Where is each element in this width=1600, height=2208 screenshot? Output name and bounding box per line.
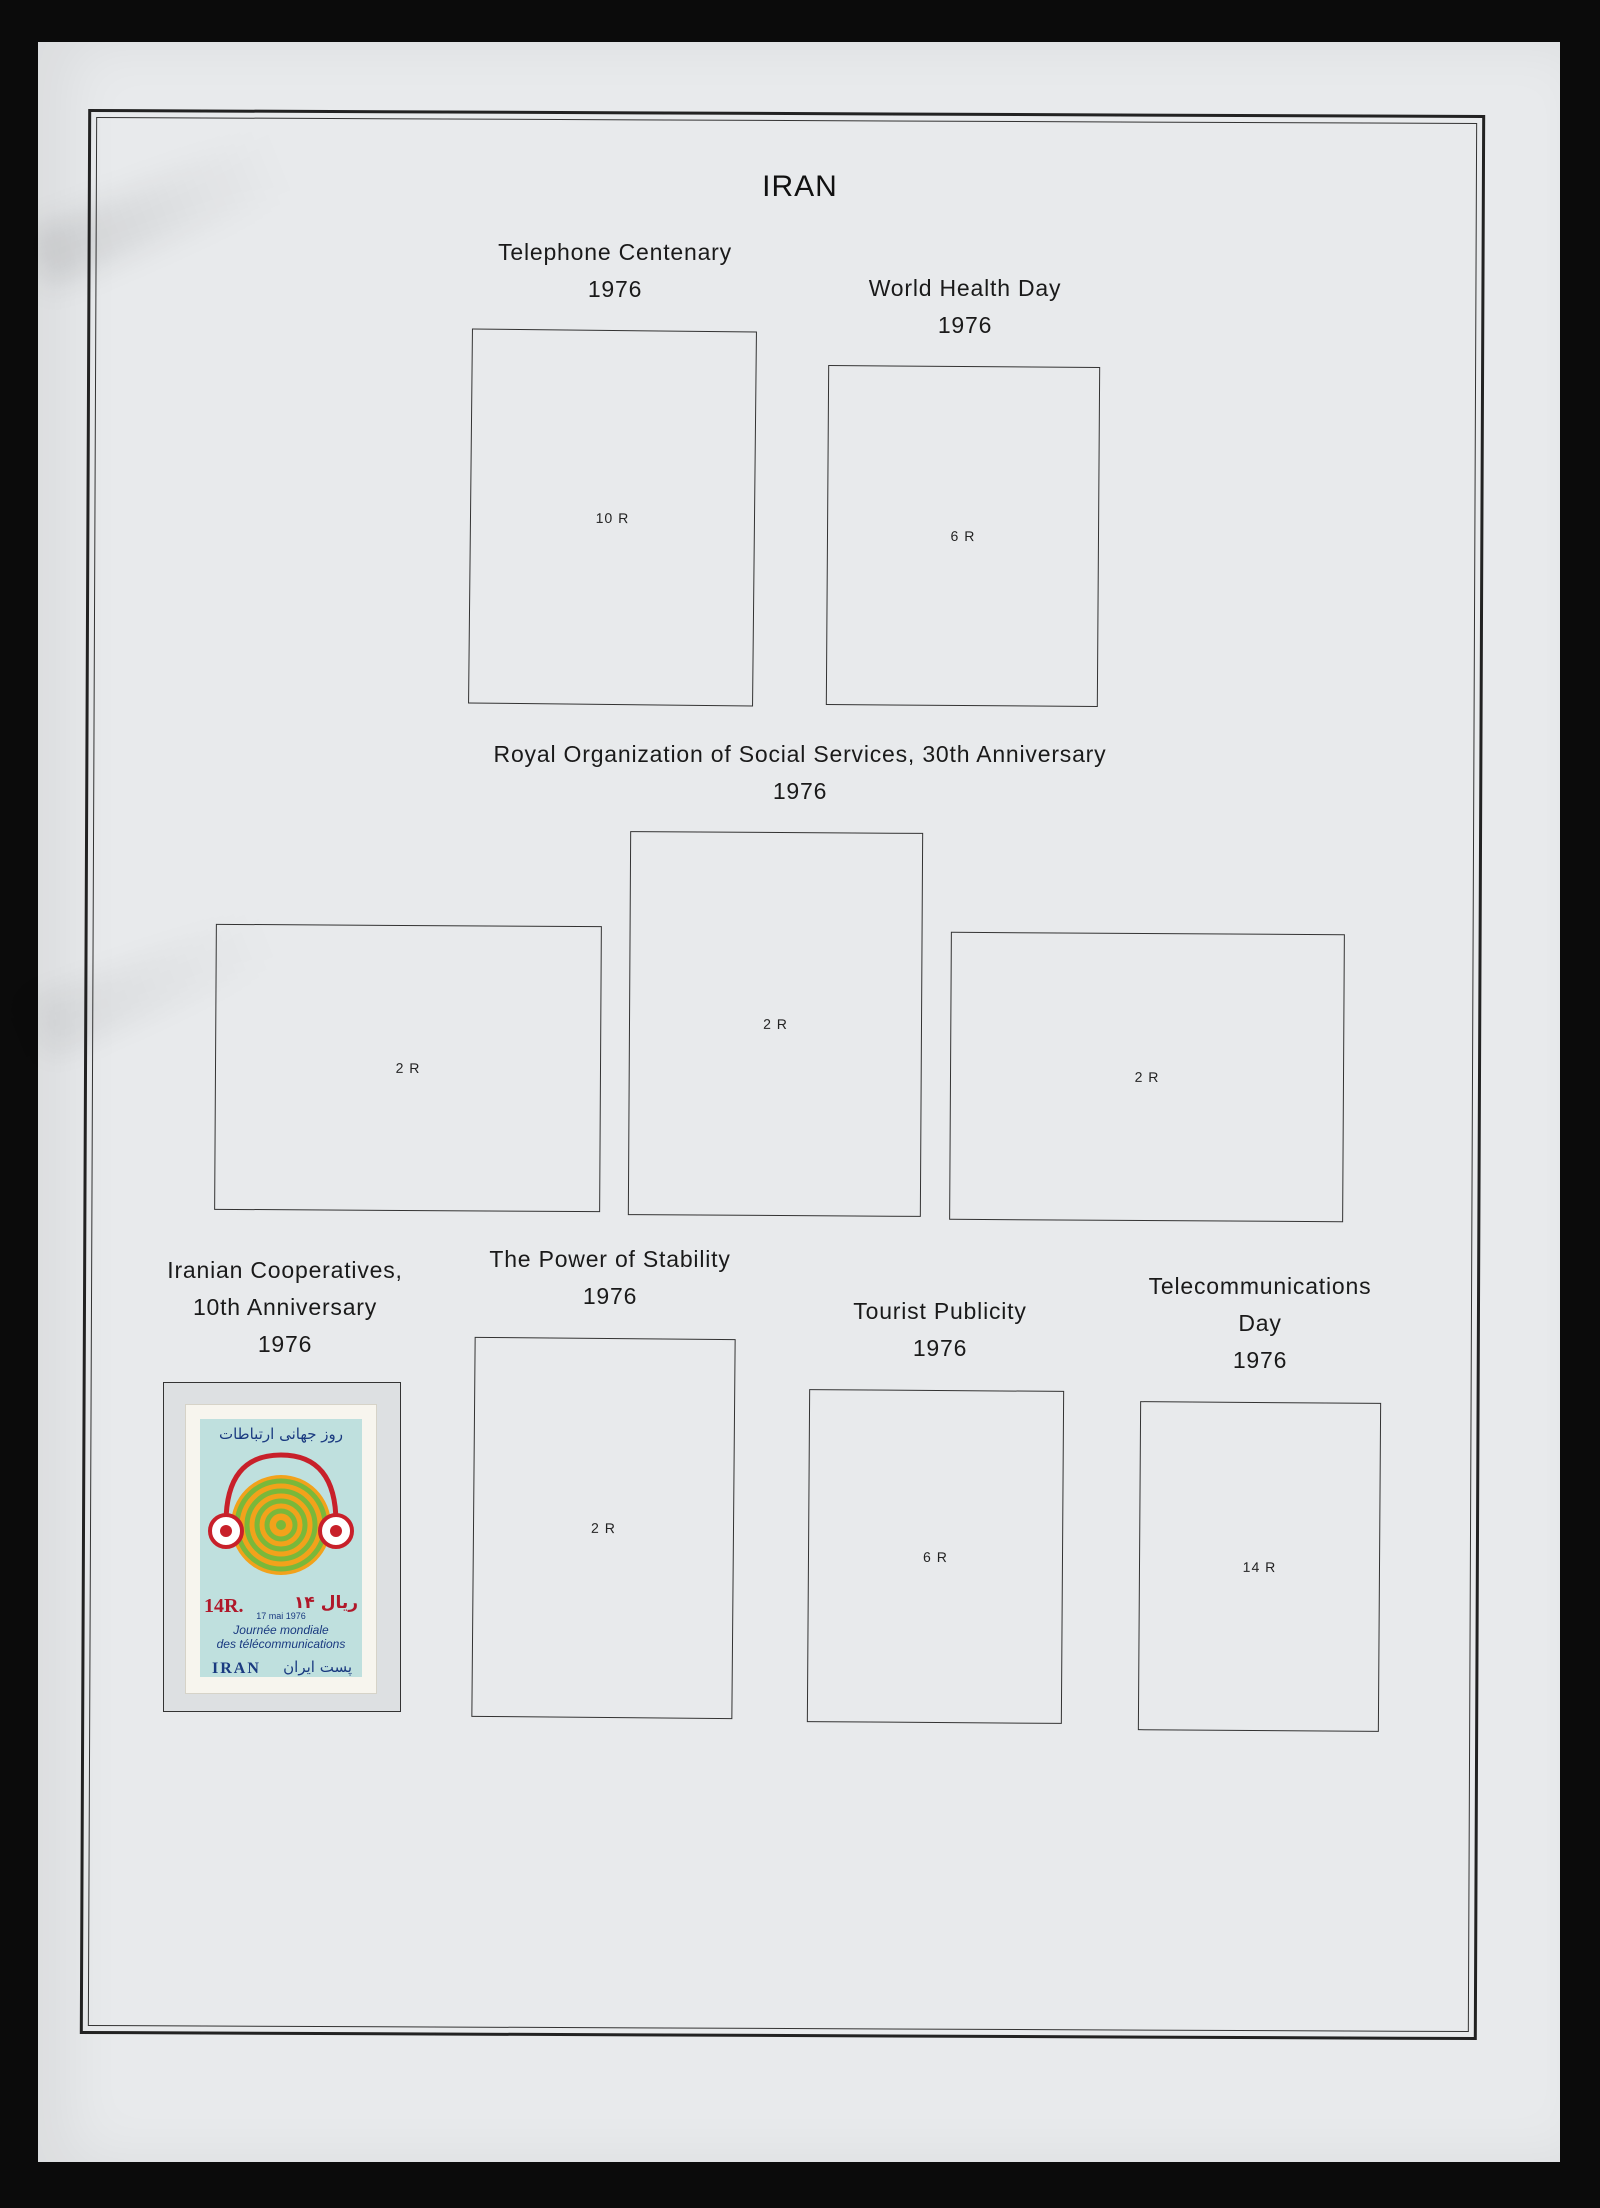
coop-caption xyxy=(140,1252,430,1363)
tourist-caption xyxy=(820,1293,1060,1367)
stamp-country: IRAN xyxy=(212,1660,261,1677)
stamp-caption-2: des télécommunications xyxy=(216,1637,346,1651)
coop-title-line2: 10th Anniversary xyxy=(192,1294,378,1320)
coop-year: 1976 xyxy=(257,1331,313,1357)
value-label: 10 R xyxy=(595,509,630,526)
stability-year: 1976 xyxy=(582,1283,638,1309)
stamp-space-stability xyxy=(471,1337,735,1719)
stability-caption xyxy=(460,1241,760,1315)
value-label: 2 R xyxy=(763,1015,788,1033)
royal-year: 1976 xyxy=(772,778,828,804)
stamp-space-royal-3 xyxy=(949,932,1345,1222)
tourist-title: Tourist Publicity xyxy=(853,1298,1027,1324)
royal-caption xyxy=(380,736,1220,810)
headphones-emblem-icon xyxy=(200,1445,362,1595)
stability-title: The Power of Stability xyxy=(489,1246,731,1272)
telephone-title: Telephone Centenary xyxy=(498,239,732,265)
stamp-caption-1: Journée mondiale xyxy=(233,1623,329,1637)
coop-title-line1: Iranian Cooperatives, xyxy=(167,1257,403,1283)
health-title: World Health Day xyxy=(868,275,1062,301)
value-label: 14 R xyxy=(1242,1558,1277,1575)
stamp-mount-coop xyxy=(163,1382,401,1712)
telecom-caption xyxy=(1120,1268,1400,1379)
stamp-country-persian: پست ایران xyxy=(283,1658,352,1676)
stamp-denomination: 14R. xyxy=(204,1595,244,1617)
tourist-year: 1976 xyxy=(912,1335,968,1361)
health-caption xyxy=(830,270,1100,344)
value-label: 6 R xyxy=(950,527,976,545)
telecom-title-line1: Telecommunications xyxy=(1148,1273,1372,1299)
telephone-caption xyxy=(460,234,770,308)
stamp-space-telephone xyxy=(468,329,757,707)
stamp-persian-title: روز جهانی ارتباطات xyxy=(218,1425,343,1443)
stamp-space-health xyxy=(826,365,1100,707)
telecom-year: 1976 xyxy=(1232,1347,1288,1373)
stamp-date: 17 mai 1976 xyxy=(256,1611,306,1621)
value-label: 2 R xyxy=(591,1519,616,1537)
stamp-telecommunications xyxy=(186,1405,376,1693)
stamp-space-royal-1 xyxy=(214,924,602,1212)
page-title: IRAN xyxy=(762,170,838,203)
telecom-title-line2: Day xyxy=(1238,1310,1282,1336)
royal-title: Royal Organization of Social Services, 30th Anniversary xyxy=(493,741,1107,767)
stamp-space-tourist xyxy=(807,1389,1064,1724)
value-label: 6 R xyxy=(923,1548,948,1565)
health-year: 1976 xyxy=(937,312,993,338)
stamp-denomination-persian: ۱۴ ریال xyxy=(294,1593,358,1613)
stamp-space-telecom xyxy=(1138,1401,1381,1732)
telephone-year: 1976 xyxy=(587,276,643,302)
value-label: 2 R xyxy=(395,1059,421,1077)
value-label: 2 R xyxy=(1134,1068,1160,1086)
stamp-space-royal-2 xyxy=(628,831,923,1217)
